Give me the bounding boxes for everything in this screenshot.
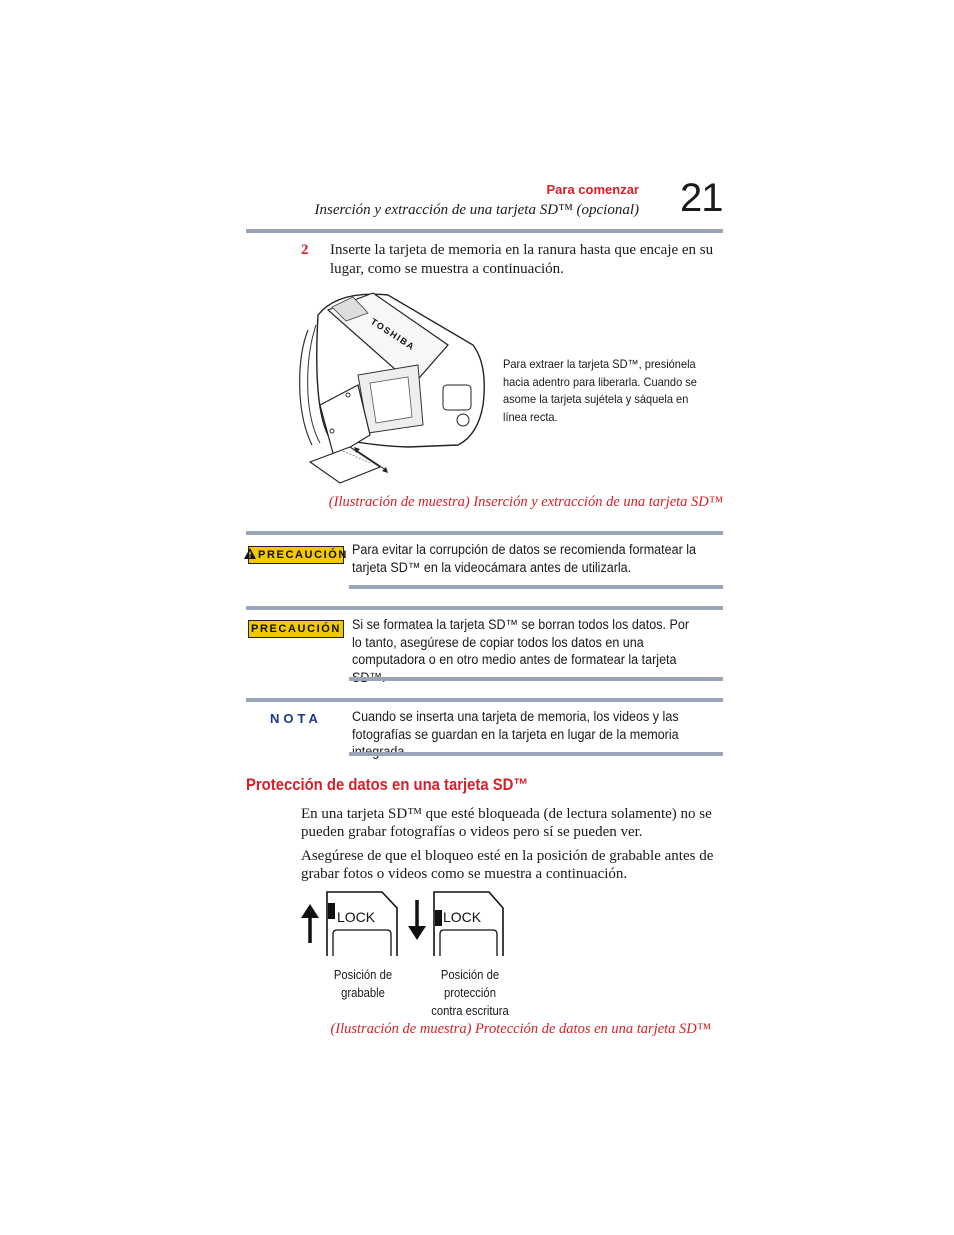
arrow-down-icon — [408, 900, 426, 940]
warning-triangle-icon — [244, 548, 256, 562]
header-rule — [246, 229, 723, 233]
section-paragraph: En una tarjeta SD™ que esté bloqueada (de lectura solamente) no se pueden grabar fotografías o videos pero sí se pueden ver. — [301, 806, 712, 840]
section-paragraph: Asegúrese de que el bloqueo esté en la posición de grabable antes de grabar fotos o videos como se muestra a continuación. — [301, 848, 714, 882]
lock-label: LOCK — [337, 909, 376, 925]
caution-badge — [248, 546, 348, 564]
figure-callout: Para extraer la tarjeta SD™, presiónela hacia adentro para liberarla. Cuando se asome la tarjeta sujétela y sáquela en línea recta. — [503, 357, 697, 424]
notice-text: Para evitar la corrupción de datos se recomienda formatear la tarjeta SD™ en la videocámara antes de utilizarla. — [352, 542, 697, 575]
caution-badge-label: PRECAUCIÓN — [251, 623, 341, 635]
page-number: 21 — [680, 176, 723, 220]
running-header-subsection: Inserción y extracción de una tarjeta SD™ (opcional) — [314, 202, 639, 218]
writable-position-caption: Posición de grabable — [333, 968, 393, 1000]
note-top-rule — [246, 698, 723, 702]
sd-lock-illustration — [296, 888, 511, 963]
notice-bottom-rule — [349, 677, 723, 681]
lock-label: LOCK — [443, 909, 482, 925]
step-text: Inserte la tarjeta de memoria en la ranura hasta que encaje en su lugar, como se muestra a continuación. — [330, 242, 714, 277]
figure-caption: (Ilustración de muestra) Protección de datos en una tarjeta SD™ — [330, 1021, 711, 1037]
figure-caption: (Ilustración de muestra) Inserción y extracción de una tarjeta SD™ — [328, 494, 723, 510]
section-heading: Protección de datos en una tarjeta SD™ — [246, 776, 529, 794]
note-label: NOTA — [270, 711, 322, 726]
camcorder-sd-insert-illustration — [298, 285, 488, 485]
caution-badge — [248, 620, 344, 638]
caution-badge-label: PRECAUCIÓN — [258, 549, 348, 561]
notice-top-rule — [246, 606, 723, 610]
note-bottom-rule — [349, 752, 723, 756]
note-text: Cuando se inserta una tarjeta de memoria, los videos y las fotografías se guardan en la tarjeta en lugar de la memoria — [352, 709, 679, 742]
step-number: 2 — [301, 242, 309, 258]
arrow-up-icon — [301, 904, 319, 943]
write-protect-position-caption: Posición de protección contra escritura — [431, 968, 509, 1018]
notice-text: Si se formatea la tarjeta SD™ se borran todos los datos. Por lo tanto, asegúrese de copiar todos los datos en una computadora o en otro medio antes de formatear la tarjeta — [352, 617, 690, 667]
notice-top-rule — [246, 531, 723, 535]
running-header-section: Para comenzar — [546, 182, 639, 197]
notice-bottom-rule — [349, 585, 723, 589]
camera-brand: TOSHIBA — [368, 316, 417, 353]
